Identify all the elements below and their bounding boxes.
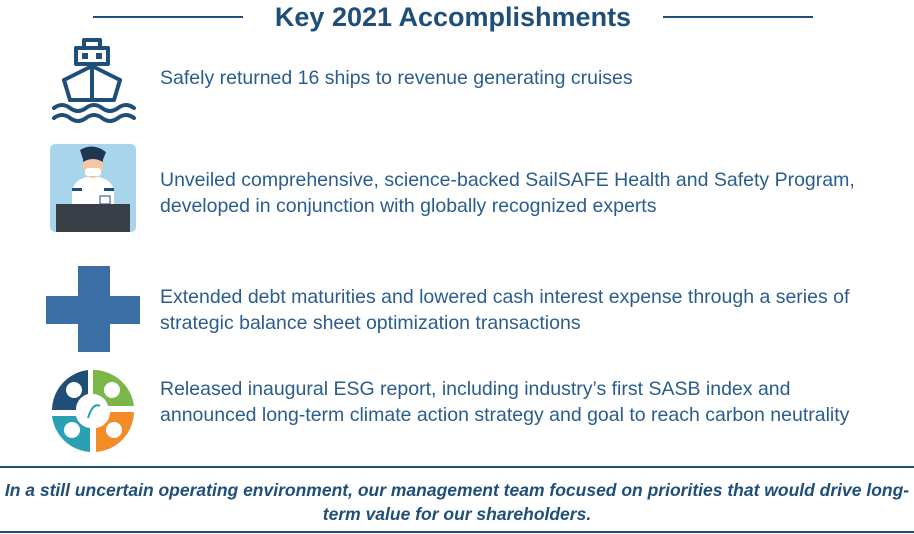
title-row xyxy=(0,0,914,36)
accomplishment-item xyxy=(0,364,914,460)
esg-wheel-icon xyxy=(48,366,138,456)
page-title: Key 2021 Accomplishments xyxy=(274,2,632,32)
divider-top xyxy=(0,466,914,468)
accomplishment-text: Safely returned 16 ships to revenue generating cruises xyxy=(160,67,633,89)
cross-icon xyxy=(46,266,140,352)
accomplishment-text: Unveiled comprehensive, science-backed SailSAFE Health and Safety Program, developed in conjunction with globally recognized experts xyxy=(160,169,855,217)
ship-icon xyxy=(46,34,138,126)
accomplishment-text: Released inaugural ESG report, including industry’s first SASB index and announced long-term climate action strategy and goal to reach carbon neutrality xyxy=(160,378,850,426)
divider-bottom xyxy=(0,531,914,533)
health-officer-icon xyxy=(50,144,136,232)
title-rule-left xyxy=(93,16,243,18)
accomplishment-item xyxy=(0,138,914,234)
title-rule-right xyxy=(663,16,813,18)
accomplishment-item xyxy=(0,34,914,126)
footer-statement: In a still uncertain operating environment, our management team focused on priorities that would drive long-term value for our shareholders. xyxy=(4,480,910,524)
accomplishment-item xyxy=(0,262,914,354)
accomplishment-text: Extended debt maturities and lowered cash interest expense through a series of strategic balance sheet optimization transactions xyxy=(160,286,850,334)
